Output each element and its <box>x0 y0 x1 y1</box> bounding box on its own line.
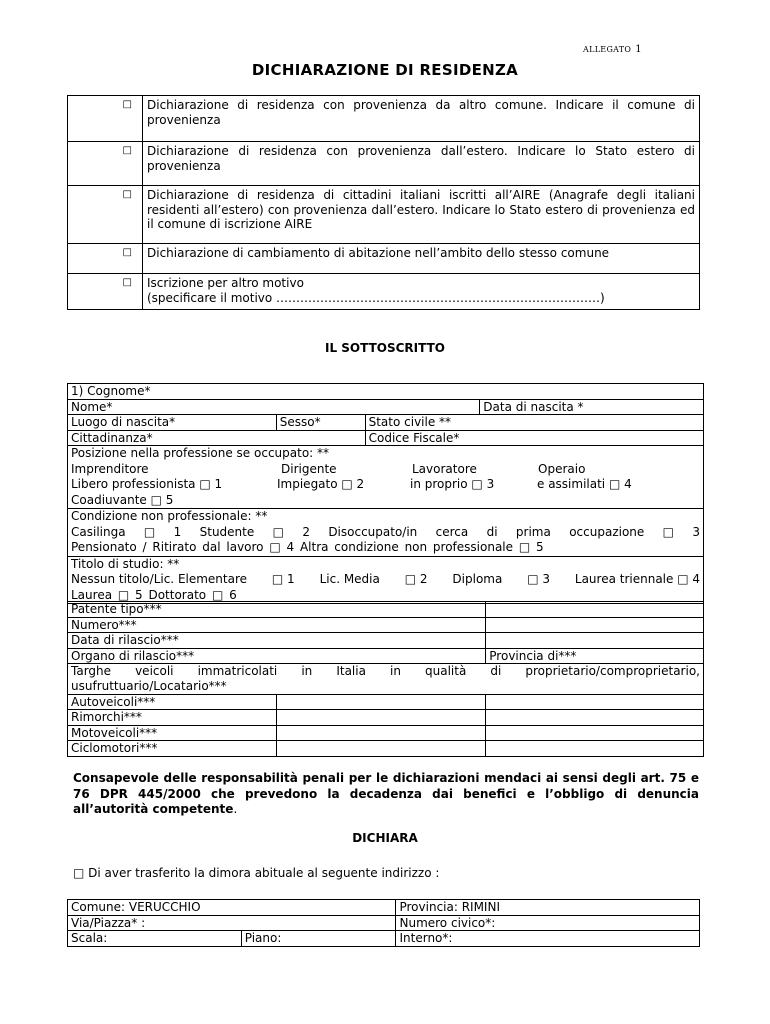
condizione-row-2[interactable]: Pensionato / Ritirato dal lavoro □ 4 Altra condizione non professionale □ 5 <box>71 540 544 555</box>
targhe-word: qualità <box>425 664 467 679</box>
dichiara-title: DICHIARA <box>352 831 418 845</box>
titolo-option: Diploma <box>452 572 503 587</box>
personal-data-table <box>67 383 704 604</box>
titolo-option: Nessun titolo/Lic. Elementare <box>71 572 248 587</box>
option-row <box>68 96 700 142</box>
comune-field[interactable]: Comune: VERUCCHIO <box>68 900 396 916</box>
provincia-field[interactable]: Provincia: RIMINI <box>396 900 700 916</box>
targhe-word: proprietario/comproprietario, <box>525 664 700 679</box>
numero-value[interactable] <box>486 617 704 633</box>
option-text: Dichiarazione di residenza con provenienza dall’estero. Indicare lo Stato estero di provenienza <box>143 142 700 186</box>
data-rilascio-value[interactable] <box>486 633 704 649</box>
targhe-word: in <box>301 664 313 679</box>
piano-field[interactable]: Piano: <box>241 931 396 947</box>
option-text <box>143 274 700 310</box>
ciclomotori-label: Ciclomotori*** <box>68 741 277 757</box>
titolo-row-1 <box>71 572 700 588</box>
targhe-word: di <box>490 664 502 679</box>
posizione-option[interactable]: Libero professionista □ 1 <box>71 477 223 492</box>
option-text: Dichiarazione di cambiamento di abitazione nell’ambito dello stesso comune <box>143 244 700 274</box>
checkbox[interactable]: □ 1 <box>271 572 295 587</box>
patente-tipo-value[interactable] <box>486 602 704 618</box>
checkbox[interactable]: □ <box>272 524 284 539</box>
posizione-option[interactable]: Coadiuvante □ 5 <box>71 492 174 507</box>
numero-civico-field[interactable]: Numero civico*: <box>396 915 700 931</box>
posizione-section <box>68 446 704 509</box>
checkbox[interactable]: □ <box>68 274 143 310</box>
option-row <box>68 186 700 244</box>
patente-tipo-field[interactable]: Patente tipo*** <box>68 602 486 618</box>
checkbox[interactable]: □ <box>68 96 143 142</box>
rimorchi-value-2[interactable] <box>486 710 704 726</box>
titolo-option[interactable]: Laurea triennale □ 4 <box>574 572 700 587</box>
condizione-word: 2 <box>302 524 310 539</box>
motoveicoli-value[interactable] <box>276 725 486 741</box>
checkbox[interactable]: □ 3 <box>527 572 551 587</box>
numero-field[interactable]: Numero*** <box>68 617 486 633</box>
provincia-di-field[interactable]: Provincia di*** <box>486 648 704 664</box>
codice-fiscale-field[interactable]: Codice Fiscale* <box>365 430 703 446</box>
ciclomotori-value[interactable] <box>276 741 486 757</box>
allegato-number: 1 <box>635 44 642 55</box>
data-nascita-field[interactable]: Data di nascita * <box>480 399 704 415</box>
checkbox[interactable]: □ <box>143 524 156 539</box>
posizione-option[interactable]: e assimilati □ 4 <box>537 477 632 492</box>
targhe-word: Targhe <box>71 664 112 679</box>
rimorchi-label: Rimorchi*** <box>68 710 277 726</box>
autoveicoli-value-2[interactable] <box>486 694 704 710</box>
checkbox[interactable]: □ <box>68 244 143 274</box>
condizione-word: cerca <box>435 524 469 539</box>
scala-field[interactable]: Scala: <box>68 931 242 947</box>
posizione-option[interactable]: Impiegato □ 2 <box>277 477 365 492</box>
condizione-word: 3 <box>692 524 700 539</box>
posizione-heading: Posizione nella professione se occupato: ** <box>71 446 330 461</box>
targhe-row-1 <box>71 664 700 679</box>
posizione-option[interactable]: in proprio □ 3 <box>410 477 495 492</box>
declaration-type-table <box>67 95 700 310</box>
rimorchi-value[interactable] <box>276 710 486 726</box>
autoveicoli-value[interactable] <box>276 694 486 710</box>
condizione-word: Disoccupato/in <box>328 524 418 539</box>
condizione-row-1 <box>71 525 700 541</box>
option-text-line: (specificare il motivo ………………………………………………………………………) <box>147 290 605 305</box>
option-row <box>68 244 700 274</box>
nome-field[interactable]: Nome* <box>68 399 480 415</box>
address-table <box>67 899 700 947</box>
targhe-word: Italia <box>336 664 366 679</box>
declaration-period: . <box>233 802 238 816</box>
option-text: Dichiarazione di residenza con provenienza da altro comune. Indicare il comune di provenienza <box>143 96 700 142</box>
titolo-option: Lic. Media <box>319 572 380 587</box>
data-rilascio-field[interactable]: Data di rilascio*** <box>68 633 486 649</box>
condizione-word: di <box>486 524 498 539</box>
ciclomotori-value-2[interactable] <box>486 741 704 757</box>
stato-civile-field[interactable]: Stato civile ** <box>365 415 703 431</box>
checkbox[interactable]: □ <box>68 142 143 186</box>
transfer-option[interactable]: □ Di aver trasferito la dimora abituale al seguente indirizzo : <box>73 866 440 880</box>
condizione-word: prima <box>515 524 551 539</box>
condizione-section <box>68 509 704 557</box>
condizione-word: Studente <box>199 524 255 539</box>
targhe-section <box>68 664 704 694</box>
option-row <box>68 274 700 310</box>
titolo-section <box>68 556 704 604</box>
organo-rilascio-field[interactable]: Organo di rilascio*** <box>68 648 486 664</box>
option-text-line: Iscrizione per altro motivo <box>147 276 304 290</box>
option-text: Dichiarazione di residenza di cittadini italiani iscritti all’AIRE (Anagrafe degli italiani residenti all’estero) con provenienza dall’estero. Indicare lo Stato estero di provenienza ed il comune di iscrizione AIRE <box>143 186 700 244</box>
via-field[interactable]: Via/Piazza* : <box>68 915 396 931</box>
condizione-word: Casilinga <box>71 524 126 539</box>
checkbox[interactable]: □ <box>68 186 143 244</box>
motoveicoli-label: Motoveicoli*** <box>68 725 277 741</box>
targhe-word: immatricolati <box>197 664 278 679</box>
titolo-heading: Titolo di studio: ** <box>71 556 180 571</box>
cognome-field[interactable]: 1) Cognome* <box>68 384 704 400</box>
option-row <box>68 142 700 186</box>
interno-field[interactable]: Interno*: <box>396 931 700 947</box>
luogo-nascita-field[interactable]: Luogo di nascita* <box>68 415 277 431</box>
posizione-label: Dirigente <box>281 461 337 476</box>
cittadinanza-field[interactable]: Cittadinanza* <box>68 430 366 446</box>
vehicle-data-table <box>67 601 704 757</box>
posizione-label: Imprenditore <box>71 461 149 476</box>
targhe-word: in <box>390 664 401 679</box>
targhe-word: veicoli <box>135 664 174 679</box>
motoveicoli-value-2[interactable] <box>486 725 704 741</box>
checkbox[interactable]: □ 2 <box>404 572 428 587</box>
checkbox[interactable]: □ <box>662 524 674 539</box>
allegato-label <box>583 44 642 55</box>
declaration-text <box>73 771 699 818</box>
sottoscritto-title: IL SOTTOSCRITTO <box>325 341 445 355</box>
sesso-field[interactable]: Sesso* <box>276 415 365 431</box>
posizione-row-2 <box>71 477 700 493</box>
condizione-word: 1 <box>173 524 182 539</box>
autoveicoli-label: Autoveicoli*** <box>68 694 277 710</box>
targhe-row-2: usufruttuario/Locatario*** <box>71 678 227 693</box>
posizione-row-1 <box>71 462 700 478</box>
allegato-text: ALLEGATO <box>583 45 632 54</box>
declaration-body: Consapevole delle responsabilità penali per le dichiarazioni mendaci ai sensi degli art. 75 e 76 DPR 445/2000 che prevedono la decadenza dai benefici e l’obbligo di denuncia all’autorità competente <box>73 771 699 816</box>
posizione-label: Operaio <box>538 461 586 476</box>
condizione-heading: Condizione non professionale: ** <box>71 509 268 524</box>
posizione-label: Lavoratore <box>412 461 477 476</box>
titolo-row-2[interactable]: Laurea □ 5 Dottorato □ 6 <box>71 587 237 602</box>
condizione-word: occupazione <box>569 524 645 539</box>
page-title: DICHIARAZIONE DI RESIDENZA <box>251 61 519 79</box>
